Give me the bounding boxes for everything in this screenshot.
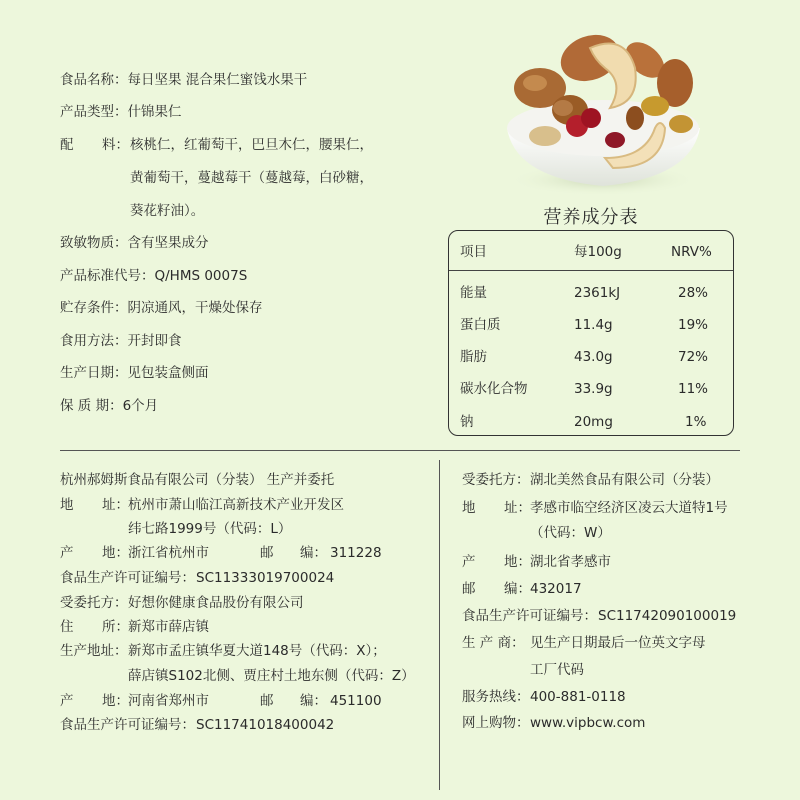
- product-name: 每日坚果 混合果仁蜜饯水果干: [127, 72, 308, 88]
- product-name-label: 食品名称：: [60, 72, 128, 88]
- shelf-life-label: 保 质 期：: [60, 398, 123, 414]
- left-license2: SC11741018400042: [196, 717, 335, 733]
- product-type-row: [60, 102, 182, 122]
- nutrition-table: [448, 230, 734, 436]
- left-zip2-label-a: 邮: [260, 693, 274, 709]
- ingredients-line2: 黄葡萄干，蔓越莓干（蔓越莓，白砂糖，: [130, 170, 373, 186]
- storage: 阴凉通风，干燥处保存: [127, 300, 263, 316]
- ingredients-label-b: 料：: [102, 137, 129, 153]
- nutrition-row-value: 2361kJ: [574, 285, 621, 301]
- right-address-line1: 孝感市临空经济区凌云大道特1号: [530, 500, 728, 516]
- allergen: 含有坚果成分: [127, 235, 209, 251]
- right-entrusted: 湖北美然食品有限公司（分装）: [530, 472, 719, 488]
- nutrition-row-value: 11.4g: [574, 317, 613, 333]
- storage-row: [60, 298, 263, 318]
- left-origin-label-b: 地：: [102, 545, 129, 561]
- left-prod-address-line2: 薛店镇S102北侧、贾庄村土地东侧（代码：Z）: [128, 668, 415, 684]
- usage-label: 食用方法：: [60, 333, 128, 349]
- left-residence-label-a: 住: [60, 619, 74, 635]
- ingredients-line1: 核桃仁，红葡萄干，巴旦木仁，腰果仁，: [130, 137, 373, 153]
- right-origin: 湖北省孝感市: [530, 554, 611, 570]
- left-prod-address-line1: 新郑市孟庄镇华夏大道148号（代码：X）；: [128, 643, 386, 659]
- storage-label: 贮存条件：: [60, 300, 128, 316]
- nutrition-header-nrv: NRV%: [671, 244, 712, 260]
- nutrition-row-nrv: 1%: [685, 414, 707, 430]
- right-license-label: 食品生产许可证编号：: [462, 608, 597, 624]
- right-origin-label-a: 产: [462, 554, 476, 570]
- left-origin: 浙江省杭州市: [128, 545, 209, 561]
- left-entrusted-label: 受委托方：: [60, 595, 128, 611]
- right-hotline-label: 服务热线：: [462, 689, 530, 705]
- nutrition-row-nrv: 72%: [678, 349, 709, 365]
- left-entrusted: 好想你健康食品股份有限公司: [128, 595, 304, 611]
- left-origin2-label-a: 产: [60, 693, 74, 709]
- date-label: 生产日期：: [60, 365, 128, 381]
- nutrition-header-divider: [449, 270, 733, 271]
- left-zip2-label-b: 编：: [300, 693, 327, 709]
- nutrition-row-name: 能量: [460, 285, 487, 301]
- standard-label: 产品标准代号：: [60, 268, 155, 284]
- ingredients-label-a: 配: [60, 137, 74, 153]
- right-producer-label: 生 产 商：: [462, 635, 525, 651]
- nutrition-row-value: 43.0g: [574, 349, 613, 365]
- right-entrusted-label: 受委托方：: [462, 472, 530, 488]
- left-address-line2: 纬七路1999号（代码：L）: [128, 521, 292, 537]
- nutrition-row-name: 碳水化合物: [460, 381, 528, 397]
- right-address-label-b: 址：: [504, 500, 531, 516]
- shelf-life: 6个月: [122, 398, 159, 414]
- left-license2-label: 食品生产许可证编号：: [60, 717, 195, 733]
- allergen-row: [60, 233, 209, 253]
- right-origin-label-b: 地：: [504, 554, 531, 570]
- right-producer-line1: 见生产日期最后一位英文字母: [530, 635, 706, 651]
- left-prod-address-label: 生产地址：: [60, 643, 128, 659]
- right-address-line2: （代码：W）: [530, 525, 611, 541]
- ingredients-row: [60, 135, 373, 155]
- nutrition-row-name: 蛋白质: [460, 317, 501, 333]
- right-zip: 432017: [530, 581, 582, 597]
- nutrition-row-nrv: 11%: [678, 381, 709, 397]
- product-name-row: [60, 70, 307, 90]
- left-company: 杭州郝姆斯食品有限公司（分装） 生产并委托: [60, 472, 335, 488]
- nutrition-row-value: 20mg: [574, 414, 613, 430]
- left-zip: 311228: [330, 545, 382, 561]
- nutrition-header-item: 项目: [460, 244, 487, 260]
- right-address-label-a: 地: [462, 500, 476, 516]
- left-residence: 新郑市薛店镇: [128, 619, 209, 635]
- left-zip2: 451100: [330, 693, 382, 709]
- left-zip-label-a: 邮: [260, 545, 274, 561]
- right-shop-label: 网上购物：: [462, 715, 530, 731]
- vertical-divider: [439, 460, 440, 790]
- nuts-bowl-image: [495, 28, 710, 203]
- standard-row: [60, 266, 247, 286]
- right-hotline: 400-881-0118: [530, 689, 626, 705]
- left-origin2-label-b: 地：: [102, 693, 129, 709]
- left-address-label-b: 址：: [102, 497, 129, 513]
- left-license: SC11333019700024: [196, 570, 335, 586]
- ingredients-line3: 葵花籽油）。: [130, 203, 205, 219]
- right-zip-label-b: 编：: [504, 581, 531, 597]
- horizontal-divider: [60, 450, 740, 451]
- date-row: [60, 363, 209, 383]
- left-origin2: 河南省郑州市: [128, 693, 209, 709]
- right-shop-link[interactable]: www.vipbcw.com: [530, 715, 646, 731]
- date: 见包装盒侧面: [127, 365, 209, 381]
- left-license-label: 食品生产许可证编号：: [60, 570, 195, 586]
- product-type-label: 产品类型：: [60, 104, 128, 120]
- right-producer-line2: 工厂代码: [530, 662, 584, 678]
- right-zip-label-a: 邮: [462, 581, 476, 597]
- usage-row: [60, 331, 182, 351]
- left-address-label-a: 地: [60, 497, 74, 513]
- nutrition-row-value: 33.9g: [574, 381, 613, 397]
- nutrition-table-title: 营养成分表: [543, 207, 639, 228]
- usage: 开封即食: [127, 333, 182, 349]
- right-license: SC11742090100019: [598, 608, 737, 624]
- left-address-line1: 杭州市萧山临江高新技术产业开发区: [128, 497, 344, 513]
- nutrition-row-name: 脂肪: [460, 349, 487, 365]
- allergen-label: 致敏物质：: [60, 235, 128, 251]
- left-zip-label-b: 编：: [300, 545, 327, 561]
- standard: Q/HMS 0007S: [154, 268, 248, 284]
- nutrition-row-name: 钠: [460, 414, 474, 430]
- left-residence-label-b: 所：: [102, 619, 129, 635]
- shelf-life-row: [60, 396, 158, 416]
- left-origin-label-a: 产: [60, 545, 74, 561]
- nutrition-header-per100g: 每100g: [574, 244, 622, 260]
- nutrition-row-nrv: 19%: [678, 317, 709, 333]
- nutrition-row-nrv: 28%: [678, 285, 709, 301]
- product-type: 什锦果仁: [127, 104, 182, 120]
